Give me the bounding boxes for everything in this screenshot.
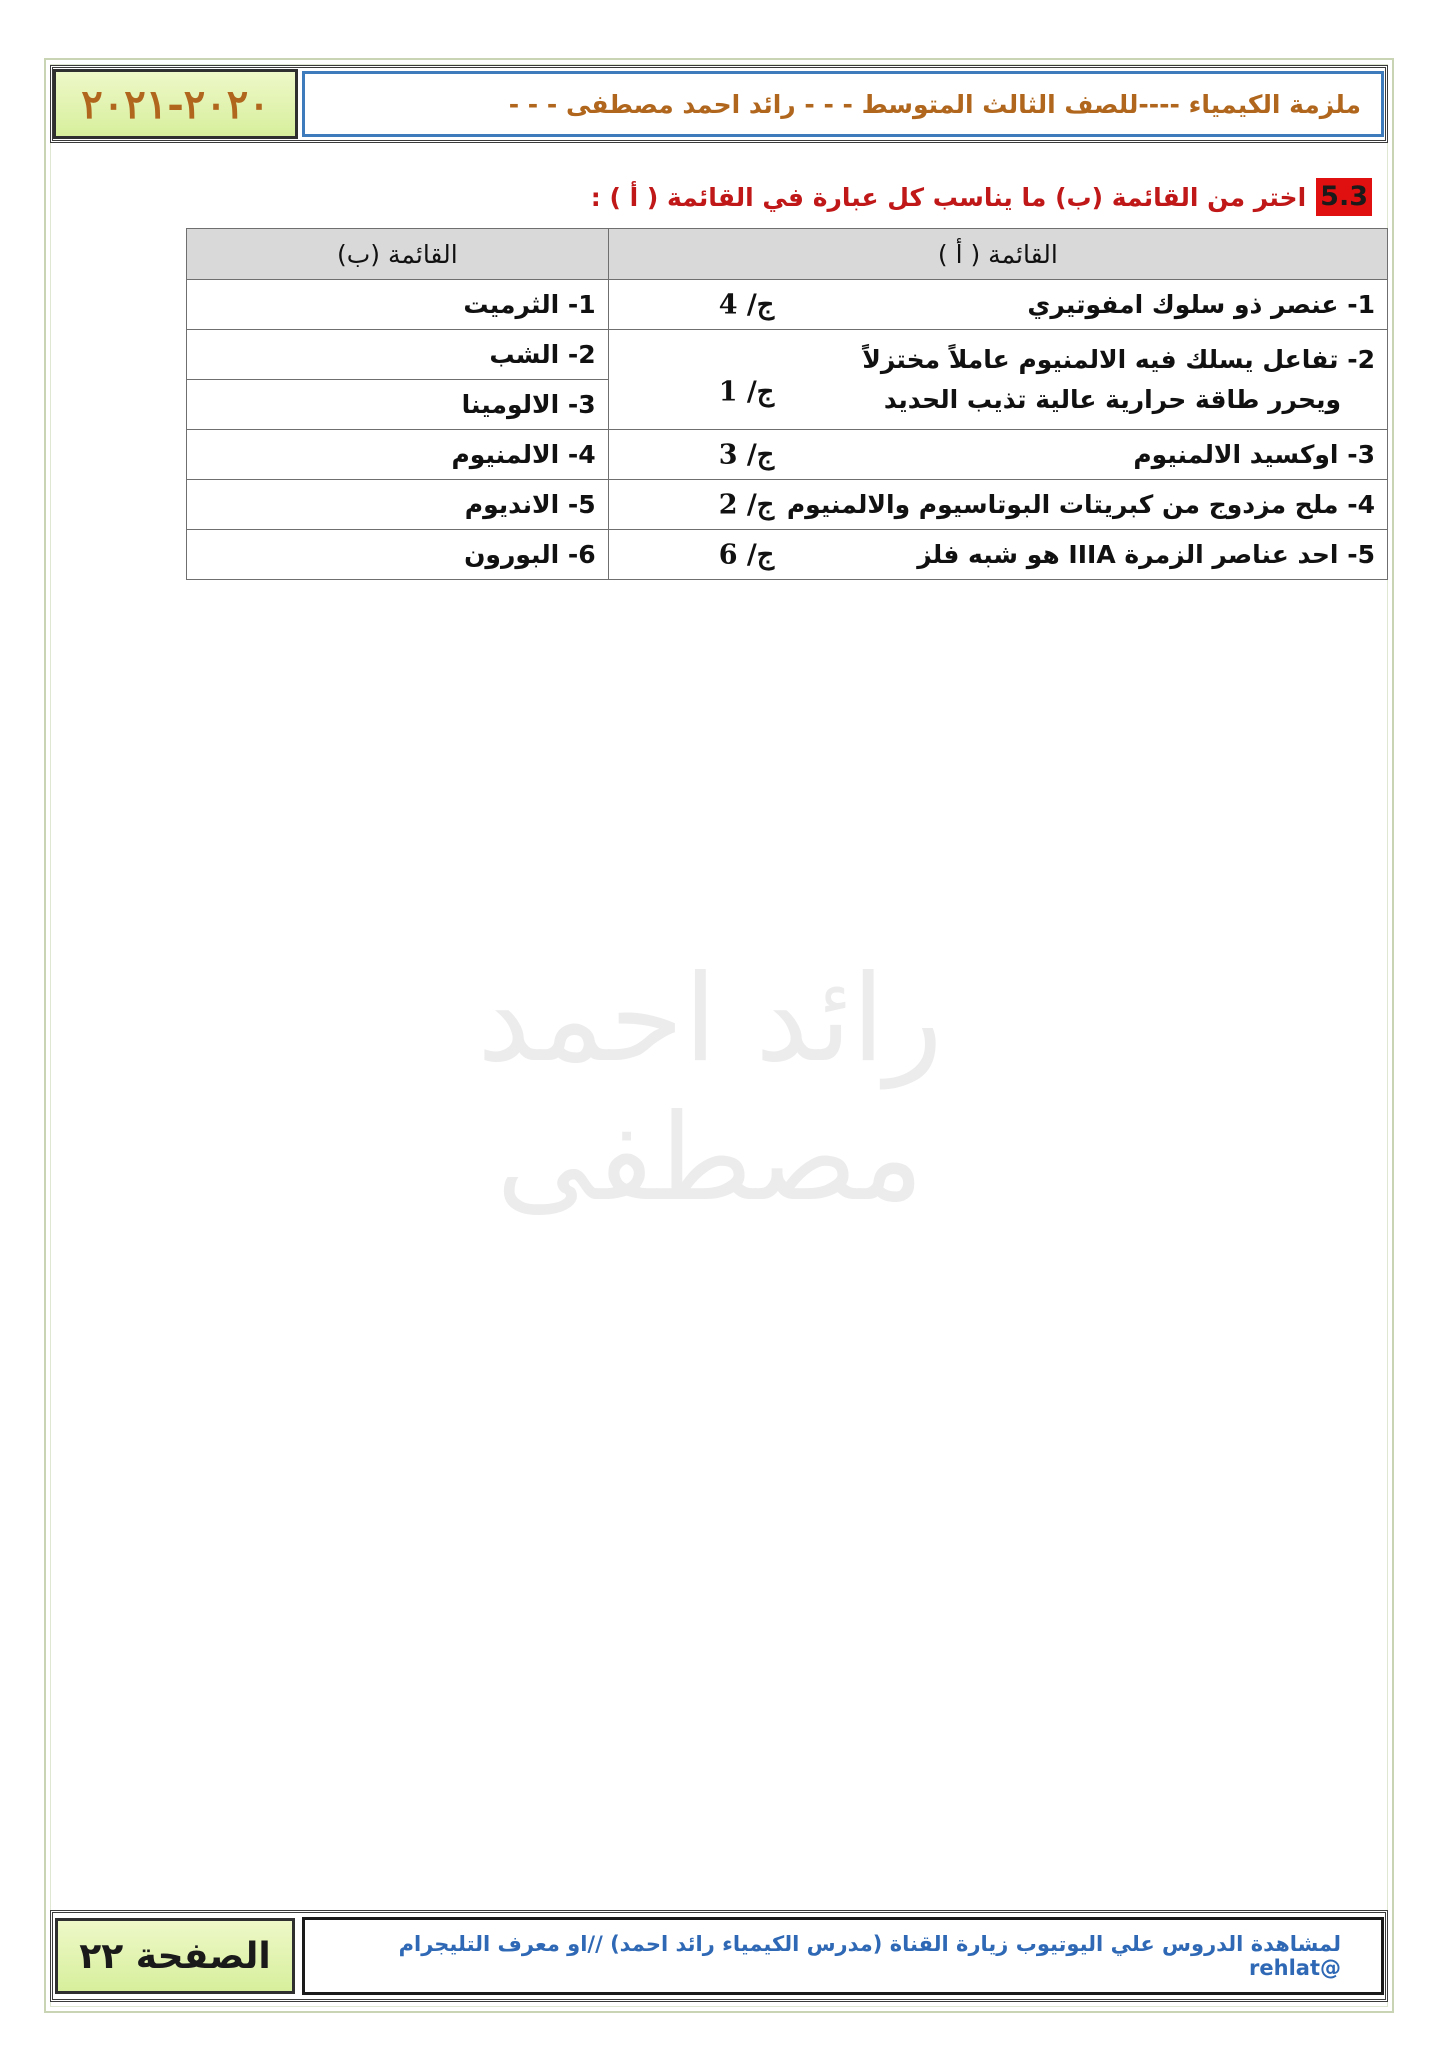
year-label: ٢٠٢٠-٢٠٢١ [53,69,298,139]
table-header-row [187,229,1388,280]
list-a-item-2 [608,330,1387,430]
table-row [187,280,1388,330]
list-a-text-line2: ويحرر طاقة حرارية عالية تذيب الحديد [883,384,1341,414]
list-b-item-5: 5- الانديوم [187,480,609,530]
document-title: ملزمة الكيمياء ----للصف الثالث المتوسط - - - رائد احمد مصطفى - - - [302,71,1384,137]
question-heading [591,178,1372,216]
question-number: 5.3 [1316,178,1372,216]
table-row [187,430,1388,480]
list-a-text: 3- اوكسيد الالمنيوم [1133,440,1375,469]
list-a-text: 5- احد عناصر الزمرة IIIA هو شبه فلز [917,540,1375,569]
table-row [187,330,1388,380]
list-a-item-1 [608,280,1387,330]
list-a-answer: ج/ 1 [718,376,775,408]
table-row [187,530,1388,580]
watermark: رائد احمد مصطفى [477,950,943,1228]
list-a-answer: ج/ 6 [718,539,775,570]
header-list-b: القائمة (ب) [187,229,609,280]
list-b-item-3: 3- الالومينا [187,380,609,430]
list-b-item-1: 1- الثرميت [187,280,609,330]
question-text: اختر من القائمة (ب) ما يناسب كل عبارة في القائمة ( أ ) : [590,182,1307,212]
list-b-item-4: 4- الالمنيوم [187,430,609,480]
page-number: الصفحة ٢٢ [55,1918,295,1994]
list-a-answer: ج/ 4 [718,289,775,320]
header-list-a: القائمة ( أ ) [608,229,1387,280]
list-a-text: 4- ملح مزدوج من كبريتات البوتاسيوم والالمنيوم [786,490,1375,519]
list-a-text: 1- عنصر ذو سلوك امفوتيري [1027,290,1375,319]
list-a-item-5 [608,530,1387,580]
list-b-item-6: 6- البورون [187,530,609,580]
list-a-text-line1: 2- تفاعل يسلك فيه الالمنيوم عاملاً مختزلاً [862,344,1375,374]
list-a-item-3 [608,430,1387,480]
list-a-answer: ج/ 3 [718,439,775,470]
matching-table [186,228,1388,580]
list-a-item-4 [608,480,1387,530]
table-row [187,480,1388,530]
list-a-answer: ج/ 2 [718,489,775,520]
footer-info: لمشاهدة الدروس علي اليوتيوب زيارة القناة (مدرس الكيمياء رائد احمد) //او معرف التليجرام @rehlat [302,1917,1384,1995]
list-b-item-2: 2- الشب [187,330,609,380]
